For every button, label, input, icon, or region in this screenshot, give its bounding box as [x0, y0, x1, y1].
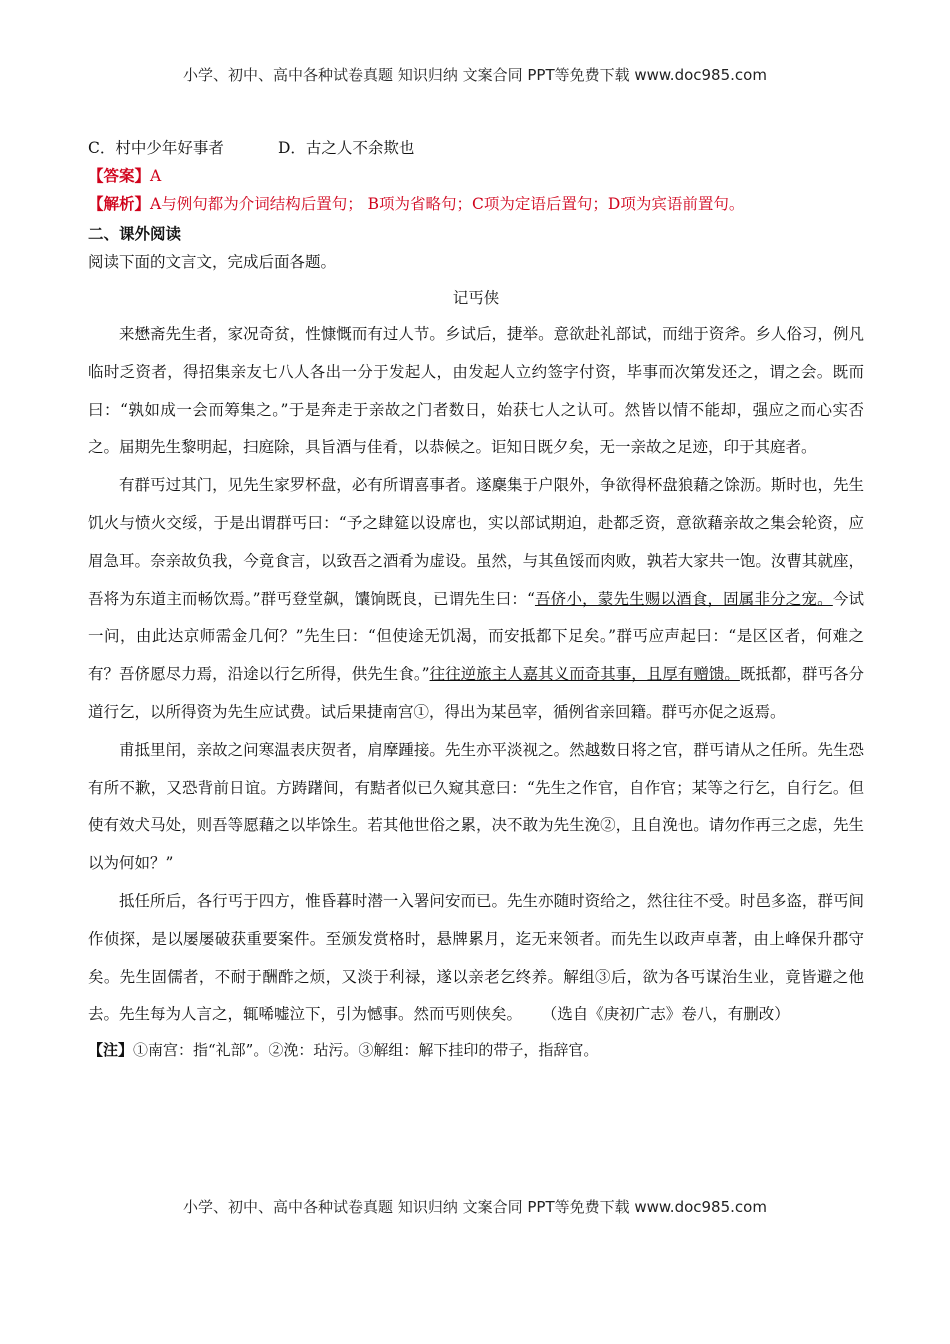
page-header: 小学、初中、高中各种试卷真题 知识归纳 文案合同 PPT等免费下载 www.doc985.com	[183, 66, 767, 84]
answer-options	[88, 134, 864, 162]
essay-paragraph-1: 来懋斋先生者，家况奇贫，性慷慨而有过人节。乡试后，捷举。意欲赴礼部试，而绌于资斧。乡人俗习，例凡临时乏资者，得招集亲友七八人各出一分于发起人，由发起人立约签字付资，毕事而次第发还之，谓之会。既而曰：“孰如成一会而筹集之。”于是奔走于亲故之门者数日，始获七人之认可。然皆以情不能却，强应之而心实否之。届期先生黎明起，扫庭除，具旨酒与佳肴，以恭候之。讵知日既夕矣，无一亲故之足迹，印于其庭者。	[88, 325, 864, 457]
underlined-sentence-2: 往往逆旅主人嘉其义而奇其事，且厚有赠馈。	[429, 665, 740, 684]
option-c: C．村中少年好事者	[88, 139, 224, 157]
p2-text-a: 有群丐过其门，见先生家罗杯盘，必有所谓喜事者。遂麇集于户限外，争欲得杯盘狼藉之馀沥。斯时也，先生饥火与愤火交绥，于是出谓群丐曰：“予之肆筵以设席也，实以部试期迫，赴都乏资，意欲藉亲故之集会轮资，应眉急耳。奈亲故负我，今竟食言，以致吾之酒肴为虚设。虽然，与其鱼馁而肉败，孰若大家共一饱。汝曹其就座，吾将为东道主而畅饮焉。”群丐登堂飙，馕饷既良，已谓先生曰：“	[88, 476, 864, 608]
p2-text-c: 既抵都，群丐各分道行乞，以所得资为先生应试费。试后果捷南宫①，得出为某邑宰，循例省亲回籍。群丐亦促之返焉。	[88, 665, 864, 721]
document-body	[88, 134, 864, 1064]
p4-text: 抵任所后，各行丐于四方，惟昏暮时潜一入署问安而已。先生亦随时资给之，然往往不受。时邑多盗，群丐间作侦探，是以屡屡破获重要案件。至颁发赏格时，悬牌累月，迄无来领者。而先生以政声卓著，由上峰保升郡守矣。先生固儒者，不耐于酬酢之烦，又淡于利禄，遂以亲老乞终养。解组③后，欲为各丐谋治生业，竟皆避之他去。先生每为人言之，辄唏嘘泣下，引为憾事。然而丐则侠矣。	[88, 891, 864, 1024]
p2-text-b: 今试一问，由此达京师需金几何？”先生曰：“但使途无饥渴，而安抵都下足矣。”群丐应声起曰：“是区区者，何难之有？吾侪愿尽力焉，沿途以行乞所得，供先生食。”	[88, 589, 864, 684]
answer-line	[88, 162, 864, 190]
section-title: 二、课外阅读	[88, 224, 182, 243]
essay-title: 记丐侠	[452, 289, 500, 307]
analysis-text: A与例句都为介词结构后置句； B项为省略句；C项为定语后置句；D项为宾语前置句。	[150, 195, 745, 213]
page-footer: 小学、初中、高中各种试卷真题 知识归纳 文案合同 PPT等免费下载 www.doc985.com	[183, 1198, 767, 1216]
essay-paragraph-4	[88, 883, 864, 1034]
essay-source: （选自《庚初广志》卷八，有删改）	[541, 1005, 790, 1024]
footnote	[88, 1036, 864, 1064]
note-label: 【注】	[88, 1041, 134, 1060]
analysis-label: 【解析】	[88, 194, 151, 213]
note-text: ①南宫：指“礼部”。②浼：玷污。③解组：解下挂印的带子，指辞官。	[133, 1041, 599, 1060]
reading-instruction: 阅读下面的文言文，完成后面各题。	[88, 253, 337, 271]
underlined-sentence-1: 吾侪小，蒙先生赐以酒食，固属非分之宠。	[534, 589, 833, 608]
answer-label: 【答案】	[88, 166, 151, 185]
analysis-line	[88, 190, 864, 218]
option-d: D．古之人不余欺也	[278, 139, 415, 157]
answer-value: A	[150, 167, 162, 185]
essay-paragraph-3: 甫抵里闬，亲故之问寒温表庆贺者，肩摩踵接。先生亦平淡视之。然越数日将之官，群丐请从之任所。先生恐有所不歉，又恐背前日谊。方踌躇间，有黠者似已久窥其意曰：“先生之作官，自作官；某等之行乞，自行乞。但使有效犬马处，则吾等愿藉之以毕馀生。若其他世俗之累，决不敢为先生浼②，且自浼也。请勿作再三之虑，先生以为何如？”	[88, 740, 864, 873]
essay-paragraph-2	[88, 467, 864, 732]
